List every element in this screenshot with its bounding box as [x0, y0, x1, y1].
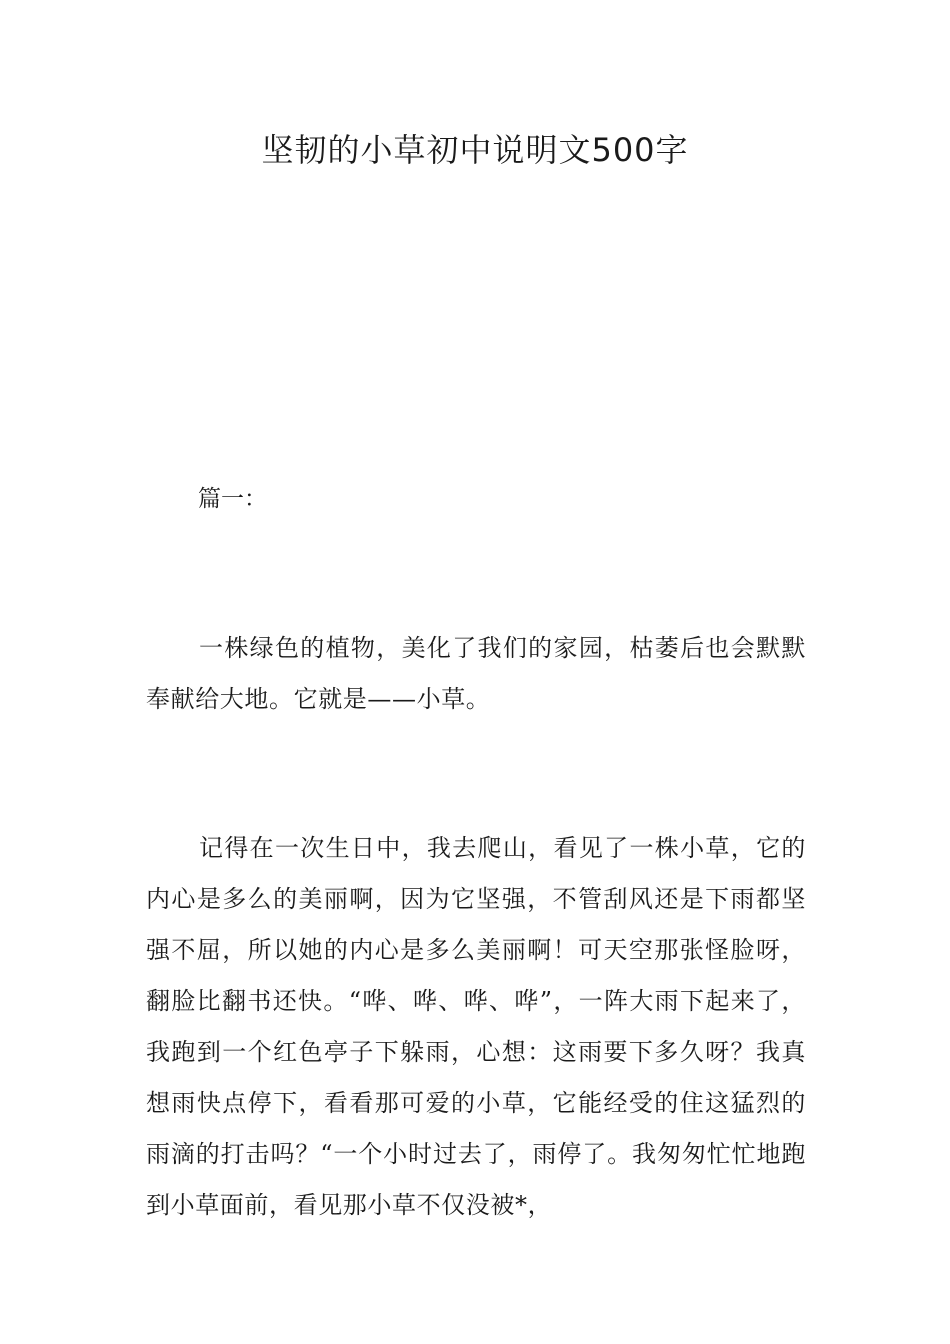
document-title: 坚韧的小草初中说明文500字	[261, 131, 689, 169]
paragraph-1: 一株绿色的植物，美化了我们的家园，枯萎后也会默默奉献给大地。它就是——小草。	[146, 634, 806, 713]
paragraph-2: 记得在一次生日中，我去爬山，看见了一株小草，它的内心是多么的美丽啊，因为它坚强，不管刮风还是下雨都坚强不屈，所以她的内心是多么美丽啊！可天空那张怪脸呀，翻脸比翻书还快。“哗、哗、哗、哗”，一阵大雨下起来了，我跑到一个红色亭子下躲雨，心想：这雨要下多久呀？我真想雨快点停下，看看那可爱的小草，它能经受的住这猛烈的雨滴的打击吗？“一个小时过去了，雨停了。我匆匆忙忙地跑到小草面前，看见那小草不仅没被*，	[146, 834, 806, 1219]
section-label: 篇一：	[198, 486, 267, 512]
